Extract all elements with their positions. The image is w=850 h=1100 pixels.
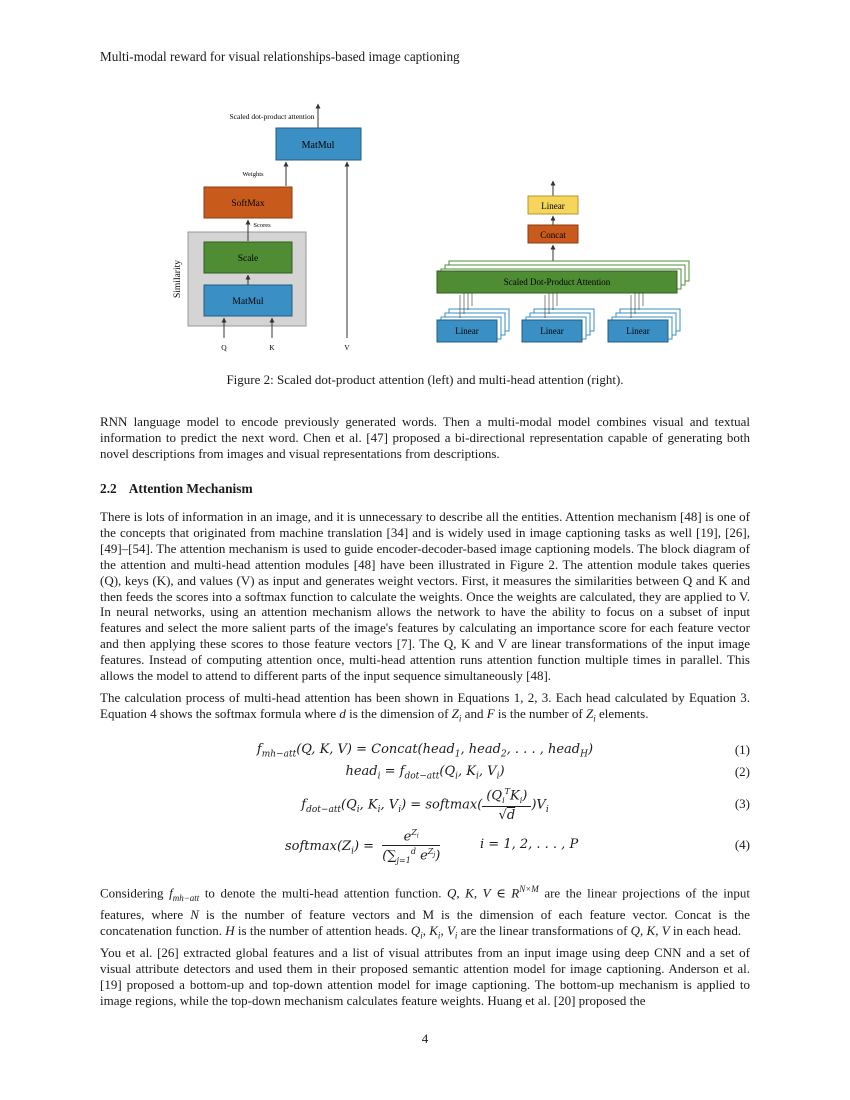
linear-2-label: Linear — [540, 326, 564, 336]
running-title: Multi-modal reward for visual relationships-based image captioning — [100, 49, 460, 64]
final-paragraph: You et al. [26] extracted global features and a list of visual attributes from an input image using deep CNN and a set of visual attribute detectors and used them in their proposed semantic attention model for image captioning. Anderson et al. [19] proposed a bottom-up and top-down attention model for image captioning. The bottom-up mechanism is applied to image regions, while the top-down mechanism calculates feature weights. Huang et al. [20] proposed the — [100, 945, 750, 1008]
calc-paragraph: The calculation process of multi-head attention has been shown in Equations 1, 2, 3. Each head calculated by Equation 3. Equation 4 shows the softmax formula where d is the dimension of $Z_i$ and F is the number of $Z_i$ elements. — [100, 690, 750, 724]
section-title: Attention Mechanism — [128, 481, 253, 496]
equation-1-number: (1) — [734, 742, 750, 757]
equation-2-number: (2) — [734, 764, 750, 779]
figure-2 — [0, 0, 850, 360]
scale-label: Scale — [237, 254, 259, 264]
considering-paragraph: Considering $f_{mh-att}$ to denote the multi-head attention function. Q, K, V ∈ $R^{N\times M}$ are the linear projections of the input features, where N is the number of feature vectors and M is the dimension of each feature vector. Concat is the concatenation function. H is the number of attention heads. $Q_i$, $K_i$, $V_i$ are the linear transformations of Q, K, V in each head. — [100, 884, 751, 941]
equation-2 — [100, 764, 750, 782]
equation-3 — [100, 785, 750, 825]
scaled-dot-product-diagram — [173, 104, 361, 352]
equation-4-body: $softmax(Z_i)$ = $\frac{e^{Z_i}}{(\sum_{j=1}^d e^{Z_j})}$ — [285, 828, 441, 866]
equation-3-body: $f_{dot-att}(Q_i$, $K_i$, $V_i$) = softmax( $\frac{(Q_i^TK_i)}{√d}$ )$V_i$ — [301, 787, 549, 823]
intro-paragraph: RNN language model to encode previously generated words. Then a multi-modal model combines visual and textual information to predict the next word. Chen et al. [47] proposed a bi-directional representation capable of generating both novel descriptions from images and visual representations from descriptions. — [100, 414, 750, 461]
equation-3-number: (3) — [734, 796, 750, 811]
equation-4-number: (4) — [734, 837, 750, 852]
sdpa-output-label: Scaled dot-product attention — [229, 112, 315, 121]
equation-4-range: i = 1, 2, . . . , P — [480, 837, 579, 852]
equation-1-body: $f_{mh-att}(Q$, K, V) = Concat(head$_1$, head$_2$, . . . , head$_H$) — [256, 742, 594, 760]
attention-paragraph: There is lots of information in an image, and it is unnecessary to describe all the entities. Attention mechanism [48] is one of the concepts that originated from machine translation [34] and is widely used in image captioning tasks as well [19], [26], [49]–[54]. The attention mechanism is used to guide encoder-decoder-based image captioning models. The block diagram of the attention and multi-head attention modules [48] have been illustrated in Figure 2. The attention module takes queries (Q), keys (K), and values (V) as input and generates weight vectors. First, it measures the similarities between Q and K and then feeds the scores into a softmax function to calculate the weights. Once the weights are calculated, they are applied to V. In neural networks, using an attention mechanism allows the network to have the ability to focus on a subset of input features and select the more salient parts of the image's features by calculating an importance score for each feature vector and then applying these scores to those feature vectors [7]. The Q, K and V are linear transformations of the input image features. Instead of computing attention once, multi-head attention runs attention function multiple times in parallel. This allows the model to attend to different parts of the input sequence simultaneously [48]. — [100, 509, 750, 684]
section-heading — [100, 481, 253, 497]
weights-label: Weights — [242, 171, 264, 178]
linear-top-label: Linear — [541, 201, 565, 211]
matmul-top-label: MatMul — [301, 140, 335, 151]
softmax-label: SoftMax — [231, 199, 265, 209]
multi-head-attention-diagram — [437, 181, 689, 342]
linear-stack-1 — [437, 293, 509, 342]
equation-4 — [100, 824, 750, 870]
equation-2-body: head$_i$ = $f_{dot-att}(Q_i$, $K_i$, $V_i$) — [345, 764, 505, 782]
linear-stack-2 — [522, 293, 594, 342]
linear-stack-3 — [608, 293, 680, 342]
k-label: K — [269, 343, 275, 352]
concat-label: Concat — [540, 230, 566, 240]
sdpa-label: Scaled Dot-Product Attention — [503, 277, 611, 287]
matmul-bottom-label: MatMul — [232, 297, 264, 307]
equation-1 — [100, 742, 750, 760]
linear-3-label: Linear — [626, 326, 650, 336]
similarity-label: Similarity — [173, 260, 183, 298]
section-number: 2.2 — [100, 481, 117, 496]
scores-label: Scores — [253, 222, 271, 229]
q-label: Q — [221, 343, 227, 352]
v-label: V — [344, 343, 350, 352]
page-number: 4 — [421, 1031, 429, 1046]
linear-1-label: Linear — [455, 326, 479, 336]
figure-caption: Figure 2: Scaled dot-product attention (left) and multi-head attention (right). — [226, 372, 624, 387]
